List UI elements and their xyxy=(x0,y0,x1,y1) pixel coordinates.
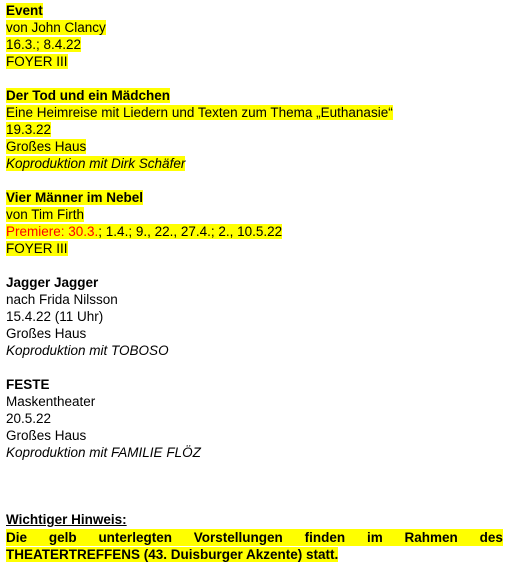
entry-venue: FOYER III xyxy=(6,241,68,256)
program-entry-jagger-jagger xyxy=(6,274,521,359)
program-list xyxy=(6,2,521,478)
entry-coproduction: Koproduktion mit TOBOSO xyxy=(6,343,169,358)
notice-word: Die xyxy=(6,530,28,545)
entry-venue: FOYER III xyxy=(6,54,68,69)
entry-author: von Tim Firth xyxy=(6,207,85,222)
notice-word: des xyxy=(479,530,503,545)
entry-title: Jagger Jagger xyxy=(6,275,99,290)
important-notice xyxy=(6,511,503,563)
program-entry-vier-maenner xyxy=(6,189,521,257)
program-entry-der-tod xyxy=(6,87,521,172)
entry-dates: 15.4.22 (11 Uhr) xyxy=(6,309,104,324)
entry-title: Der Tod und ein Mädchen xyxy=(6,88,171,103)
entry-coproduction: Koproduktion mit FAMILIE FLÖZ xyxy=(6,445,201,460)
entry-title: Event xyxy=(6,3,43,18)
entry-author: von John Clancy xyxy=(6,20,106,35)
program-entry-event xyxy=(6,2,521,70)
entry-coproduction: Koproduktion mit Dirk Schäfer xyxy=(6,156,186,171)
entry-title: Vier Männer im Nebel xyxy=(6,190,144,205)
notice-word: Vorstellungen xyxy=(193,530,283,545)
entry-venue: Großes Haus xyxy=(6,428,87,443)
entry-author: nach Frida Nilsson xyxy=(6,292,118,307)
entry-dates: ; 1.4.; 9., 22., 27.4.; 2., 10.5.22 xyxy=(98,224,283,239)
notice-word: unterlegten xyxy=(98,530,172,545)
notice-heading: Wichtiger Hinweis: xyxy=(6,512,127,527)
notice-word: Rahmen xyxy=(404,530,458,545)
notice-word: finden xyxy=(304,530,346,545)
notice-word: gelb xyxy=(48,530,77,545)
notice-word: im xyxy=(366,530,383,545)
entry-dates: 16.3.; 8.4.22 xyxy=(6,37,82,52)
entry-title: FESTE xyxy=(6,377,50,392)
entry-premiere: Premiere: 30.3. xyxy=(6,224,99,239)
entry-dates: 19.3.22 xyxy=(6,122,52,137)
entry-venue: Großes Haus xyxy=(6,139,87,154)
entry-genre: Maskentheater xyxy=(6,394,96,409)
entry-subtitle: Eine Heimreise mit Liedern und Texten zum Thema „Euthanasie“ xyxy=(6,105,393,120)
notice-line-2: THEATERTREFFENS (43. Duisburger Akzente) statt. xyxy=(6,547,339,562)
entry-venue: Großes Haus xyxy=(6,326,87,341)
program-entry-feste xyxy=(6,376,521,461)
notice-line-1 xyxy=(6,529,503,546)
entry-dates: 20.5.22 xyxy=(6,411,52,426)
